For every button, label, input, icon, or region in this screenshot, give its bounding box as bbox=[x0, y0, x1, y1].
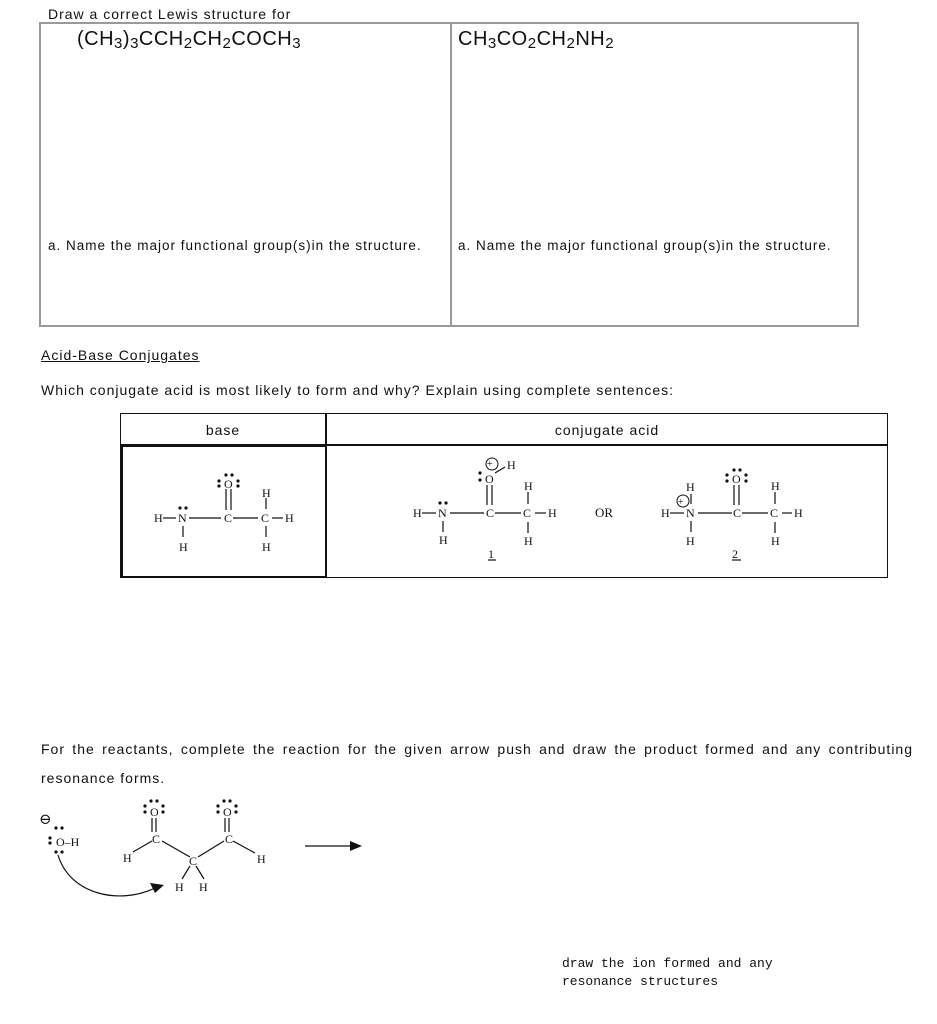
atom-label: O bbox=[485, 472, 494, 486]
atom-label: H bbox=[123, 851, 132, 865]
electron-dot bbox=[54, 826, 57, 829]
electron-dot bbox=[143, 804, 146, 807]
atom-label: 1 bbox=[488, 547, 494, 561]
atom-label: C bbox=[152, 832, 161, 846]
electron-dot bbox=[725, 479, 728, 482]
electron-dot bbox=[744, 473, 747, 476]
atom-label: C bbox=[770, 506, 779, 520]
bond-line bbox=[196, 866, 204, 879]
electron-dot bbox=[234, 810, 237, 813]
atom-label: H bbox=[257, 852, 266, 866]
atom-label: H bbox=[179, 540, 188, 554]
curved-arrow-head bbox=[150, 883, 164, 893]
electron-dot bbox=[236, 484, 239, 487]
base-header: base bbox=[205, 422, 241, 438]
atom-label: H bbox=[507, 458, 516, 472]
left-question: a. Name the major functional group(s)in the structure. bbox=[48, 238, 422, 253]
minus-charge-icon: ⊖ bbox=[39, 812, 52, 828]
atom-label: N bbox=[438, 506, 447, 520]
atom-label: O bbox=[224, 477, 233, 491]
bond-line bbox=[233, 841, 255, 853]
atom-label: N bbox=[686, 506, 695, 520]
atom-label: C bbox=[733, 506, 742, 520]
electron-dot bbox=[222, 799, 225, 802]
atom-label: C bbox=[224, 511, 233, 525]
atom-label: + bbox=[487, 459, 493, 470]
atom-label: H bbox=[771, 534, 780, 548]
electron-dot bbox=[161, 804, 164, 807]
atom-label: C bbox=[225, 832, 234, 846]
atom-label: H bbox=[413, 506, 422, 520]
atom-label: H bbox=[548, 506, 557, 520]
electron-dot bbox=[54, 850, 57, 853]
acid-2-molecule bbox=[670, 485, 792, 560]
atom-label: H bbox=[524, 479, 533, 493]
electron-dot bbox=[478, 478, 481, 481]
electron-dot bbox=[236, 479, 239, 482]
conjugate-question: Which conjugate acid is most likely to form and why? Explain using complete sentences: bbox=[41, 382, 675, 398]
electron-dot bbox=[217, 479, 220, 482]
note-line-2: resonance structures bbox=[562, 974, 719, 989]
atom-label: O bbox=[223, 805, 232, 819]
atom-label: H bbox=[262, 540, 271, 554]
atom-label: O bbox=[732, 472, 741, 486]
atom-label: H bbox=[199, 880, 208, 894]
electron-dot bbox=[438, 501, 441, 504]
atom-label: 2 bbox=[732, 547, 738, 561]
atom-label: O bbox=[150, 805, 159, 819]
electron-dot bbox=[234, 804, 237, 807]
bond-line bbox=[198, 841, 224, 857]
electron-dot bbox=[60, 826, 63, 829]
electron-dot bbox=[155, 799, 158, 802]
atom-label: H bbox=[661, 506, 670, 520]
atom-label: H bbox=[262, 486, 271, 500]
atom-label: H bbox=[285, 511, 294, 525]
electron-dot bbox=[149, 799, 152, 802]
left-formula: $(CH_3)_3CCH_2CH_2COCH_3$ bbox=[77, 28, 302, 52]
electron-dot bbox=[444, 501, 447, 504]
section-heading: Acid-Base Conjugates bbox=[41, 347, 200, 363]
atom-label: H bbox=[524, 534, 533, 548]
reaction-arrow-head bbox=[350, 841, 362, 851]
atom-label: H bbox=[154, 511, 163, 525]
electron-dot bbox=[228, 799, 231, 802]
electron-dot bbox=[143, 810, 146, 813]
electron-dot bbox=[48, 836, 51, 839]
product-note bbox=[562, 955, 773, 991]
electron-dot bbox=[478, 471, 481, 474]
atom-label: H bbox=[686, 480, 695, 494]
atom-label: C bbox=[486, 506, 495, 520]
hydroxide-label: O–H bbox=[56, 835, 80, 849]
reaction-instruction-line2: resonance forms. bbox=[41, 770, 166, 786]
atom-label: H bbox=[794, 506, 803, 520]
electron-dot bbox=[216, 810, 219, 813]
curved-arrow bbox=[58, 855, 155, 896]
reactant-molecule bbox=[133, 818, 255, 879]
atom-label: C bbox=[261, 511, 270, 525]
bond-line bbox=[162, 841, 190, 857]
atom-label: H bbox=[686, 534, 695, 548]
electron-dot bbox=[216, 804, 219, 807]
atom-label: + bbox=[678, 497, 684, 508]
note-line-1: draw the ion formed and any bbox=[562, 956, 773, 971]
electron-dot bbox=[178, 506, 181, 509]
atom-label: H bbox=[439, 533, 448, 547]
electron-dot bbox=[48, 841, 51, 844]
atom-label: H bbox=[771, 479, 780, 493]
atom-label: H bbox=[175, 880, 184, 894]
or-label: OR bbox=[595, 505, 614, 520]
electron-dot bbox=[217, 484, 220, 487]
electron-dot bbox=[184, 506, 187, 509]
electron-dot bbox=[744, 479, 747, 482]
electron-dot bbox=[161, 810, 164, 813]
conjugate-acid-header: conjugate acid bbox=[554, 422, 660, 438]
electron-dot bbox=[60, 850, 63, 853]
right-question: a. Name the major functional group(s)in the structure. bbox=[458, 238, 832, 253]
bond-line bbox=[133, 841, 152, 852]
reaction-instruction-line1: For the reactants, complete the reaction for the given arrow push and draw the product formed and any contributing bbox=[41, 741, 913, 757]
atom-label: C bbox=[189, 854, 198, 868]
atom-label: N bbox=[178, 511, 187, 525]
right-formula: $CH_3CO_2CH_2NH_2$ bbox=[458, 28, 615, 52]
lewis-instruction: Draw a correct Lewis structure for bbox=[48, 6, 292, 22]
atom-label: C bbox=[523, 506, 532, 520]
electron-dot bbox=[725, 473, 728, 476]
